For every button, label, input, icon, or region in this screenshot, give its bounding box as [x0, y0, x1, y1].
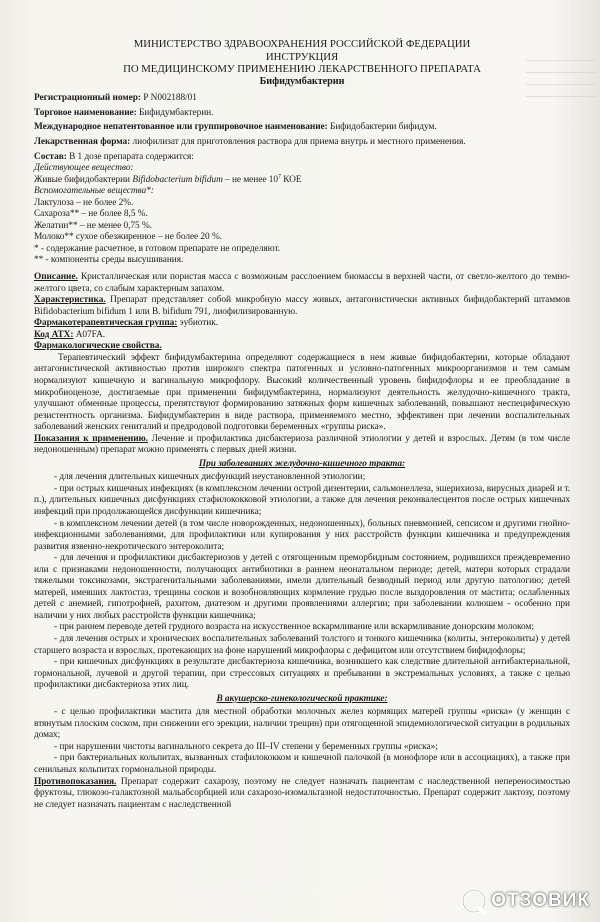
- active-substance: Живые бифидобактерии Bifidobacterium bifidum – не менее $10^7$ КОЕ: [34, 173, 302, 185]
- indication-item: - при острых кишечных инфекциях (в комплексном лечении острой дизентерии, сальмонеллеза, эшерихиоза, вирусных диарей и т. п.), длительных кишечных дисфункциях стафилококковой этиологии, а также для лечения реконвалесцентов после острых кишечных инфекций при продолжающейся дисфункции кишечника;: [34, 483, 570, 517]
- indication-item: - при бактериальных кольпитах, вызванных стафилококком и кишечной палочкой (в монофлоре или в ассоциациях), а также при сенильных кольпитах гормональной природы.: [34, 753, 570, 775]
- indication-item: - для лечения и профилактики дисбактериозов у детей с отягощенным преморбидным состоянием, родившихся преждевременно или с признаками недоношенности, получающих антибиотики в раннем неонатальном периоде; детей, матери которых страдали тяжелыми токсикозами, экстрагенитальными заболеваниями, имели длительный безводный период или другую патологию; детей матерей, имевших лактостаз, трещины сосков и возобновляющих кормление грудью после выздоровления от мастита; ослабленных детей с анемией, гипотрофией, рахитом, диатезом и другими проявлениями аллергии; при заболевании колюшем - особенно при наличии у них любых расстройств функции кишечника;: [34, 553, 570, 621]
- gi-section-title: При заболеваниях желудочно-кишечного тракта:: [198, 458, 406, 469]
- document-title: ИНСТРУКЦИЯ: [265, 50, 339, 63]
- instruction-document: [34, 38, 570, 811]
- indications: Показания к применению. Лечение и профилактика дисбактериоза различной этиологии у детей и взрослых. Детям (в том числе недоношенным) препарат можно применять с первых дней жизни.: [34, 433, 570, 456]
- indication-item: - в комплексном лечении детей (в том числе новорожденных, недоношенных), больных пневмонией, сепсисом и другими гнойно-инфекционными заболеваниями, для профилактики или купирования у них расстройств функции кишечника и предупреждения развития язвенно-некротического энтероколита;: [34, 518, 570, 552]
- active-substance-label: Действующее вещество:: [34, 163, 134, 174]
- excipient-item: Сахароза** – не более 8,5 %.: [34, 209, 148, 220]
- pharm-props-heading: Фармакологические свойства.: [34, 341, 162, 352]
- composition: Состав: В 1 дозе препарата содержится:: [34, 151, 194, 162]
- indication-item: - при нарушении чистоты вагинального секрета до III–IV степени у беременных группы «риска»;: [54, 741, 438, 752]
- drug-name-heading: Бифидумбактерин: [259, 75, 345, 87]
- registration-number: Регистрационный номер: Р N002188/01: [34, 93, 197, 104]
- pharm-group: Фармакотерапевтическая группа: эубиотик.: [34, 318, 219, 329]
- footnote: ** - компоненты среды высушивания.: [34, 255, 184, 266]
- document-subtitle: ПО МЕДИЦИНСКОМУ ПРИМЕНЕНИЮ ЛЕКАРСТВЕННОГО ПРЕПАРАТА: [123, 63, 481, 76]
- otzovik-logo-icon: [461, 888, 487, 914]
- pharm-props-text: Терапевтический эффект бифидумбактерина определяют содержащиеся в нем живые бифидобактерии, которые обладают антагонистической активностью против широкого спектра патогенных и условно-патогенных микроорганизмов и тем самым нормализуют кишечную и вагинальную микрофлору. Высокий количественный уровень бифидофлоры и ее преобладание в микробиоценозе, достигаемые при применении бифидумбактерина, нормализуют деятельность желудочно-кишечного тракта, улучшают обменные процессы, препятствуют формированию затяжных форм кишечных заболеваний, повышают неспецифическую резистентность организма. Бифидумбактерин в виде раствора, применяемого местно, эффективен при лечении воспалительных заболеваний женских гениталий и предродовой подготовки беременных «группы риска».: [34, 352, 570, 433]
- description: Описание. Кристаллическая или пористая масса с возможным расслоением биомассы в верхней части, от светло-желтого до темно-желтого цвета, со слабым характерным запахом.: [34, 272, 570, 294]
- indication-item: - с целью профилактики мастита для местной обработки молочных желез кормящих матерей группы «риска» (у женщин с втянутым плоским соском, при снижении его эрекции, наличии трещин) при отягощенной эпидемиологической ситуации в родильных домах;: [34, 707, 570, 741]
- indication-item: - при раннем переводе детей грудного возраста на искусственное вскармливание или вскармливание донорским молоком;: [54, 622, 534, 633]
- otzovik-watermark: [461, 888, 590, 914]
- characteristics: Характеристика. Препарат представляет собой микробную массу живых, антагонистически активных бифидобактерий штаммов Bifidobacterium bifidum 1 или B. bifidum 791, лиофилизированную.: [34, 295, 570, 317]
- trade-name: Торговое наименование: Бифидумбактерин.: [34, 107, 214, 118]
- watermark-text: ОТЗОВИК: [491, 890, 590, 911]
- ministry-header: МИНИСТЕРСТВО ЗДРАВООХРАНЕНИЯ РОССИЙСКОЙ ФЕДЕРАЦИИ: [133, 38, 471, 50]
- atc-code: Код АТХ: A07FA.: [34, 329, 106, 340]
- indication-item: - при кишечных дисфункциях в результате дисбактериоза кишечника, возникшего как следствие длительной антибактериальной, гормональной, лучевой и другой терапии, при стрессовых ситуациях и пребывании в экстремальных условиях, а также с целью профилактики дисбактериоза этих лиц.: [34, 657, 570, 691]
- excipient-item: Лактулоза – не более 2%.: [34, 197, 134, 208]
- indication-item: - для лечения длительных кишечных дисфункций неустановленной этиологии;: [54, 472, 366, 483]
- excipients-label: Вспомогательные вещества*:: [34, 186, 154, 197]
- ob-section-title: В акушерско-гинекологической практике:: [216, 693, 388, 704]
- footnote: * - содержание расчетное, в готовом препарате не определяют.: [34, 243, 280, 254]
- excipient-item: Желатин** – не менее 0,75 %.: [34, 220, 152, 231]
- indication-item: - для лечения острых и хронических воспалительных заболеваний толстого и тонкого кишечника (колиты, энтероколиты) у детей старшего возраста и взрослых, протекающих на фоне нарушений микрофлоры с дефицитом или отсутствием бифидофлоры;: [34, 633, 570, 656]
- dosage-form: Лекарственная форма: лиофилизат для приготовления раствора для приема внутрь и местного применения.: [34, 137, 466, 148]
- excipient-item: Молоко** сухое обезжиренное – не более 20 %.: [34, 232, 222, 243]
- contraindications: Противопоказания. Препарат содержит сахарозу, поэтому не следует назначать пациентам с наследственной непереносимостью фруктозы, глюкозо-галактозной мальабсорбцией или сахарозо-изомальтазной недостаточностью. Препарат содержит лактозу, поэтому не следует назначать пациентам с наследственной: [34, 776, 571, 810]
- inn-name: Международное непатентованное или группировочное наименование: Бифидобактерии бифидум.: [34, 122, 437, 133]
